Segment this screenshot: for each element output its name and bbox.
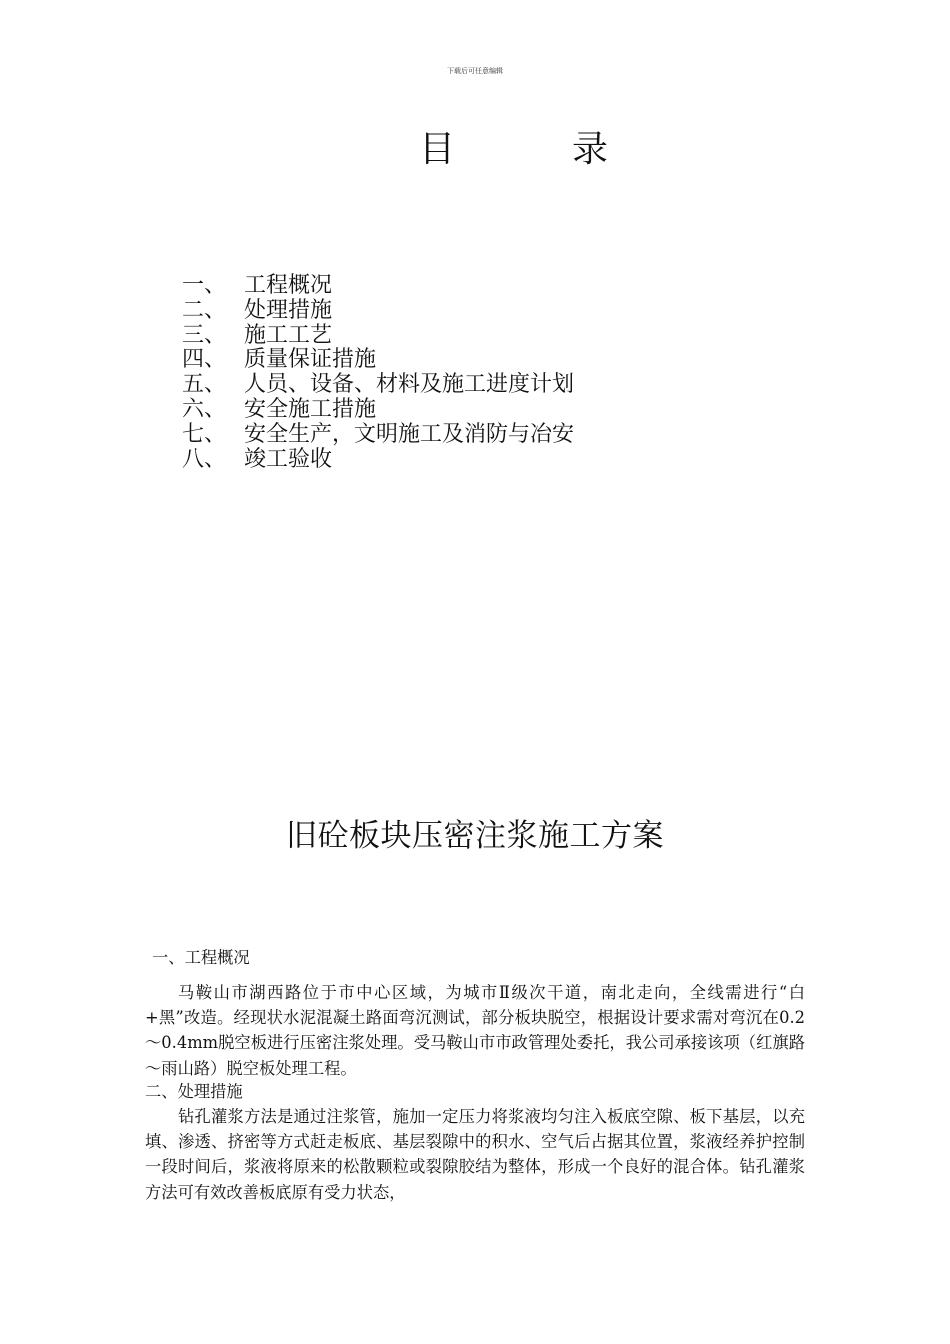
toc-item — [182, 373, 574, 398]
toc-item-number: 七、 — [182, 421, 227, 447]
section-paragraph-measures: 钻孔灌浆方法是通过注浆管，施加一定压力将浆液均匀注入板底空隙、板下基层，以充填、渗透、挤密等方式赶走板底、基层裂隙中的积水、空气后占据其位置，浆液经养护控制一段时间后，浆液将原来的松散颗粒或裂隙胶结为整体，形成一个良好的混合体。钻孔灌浆方法可有效改善板底原有受力状态， — [145, 1107, 805, 1202]
toc-item-label: 质量保证措施 — [244, 347, 377, 373]
toc-item — [182, 398, 574, 423]
section-heading-measures: 二、处理措施 — [145, 1082, 243, 1101]
toc-item-number: 三、 — [182, 322, 227, 348]
toc-item — [182, 448, 574, 473]
toc-title-char-2: 录 — [572, 129, 609, 170]
toc-item-label: 人员、设备、材料及施工进度计划 — [244, 372, 575, 398]
toc-item-number: 一、 — [182, 273, 227, 298]
toc-item-label: 施工工艺 — [244, 322, 333, 348]
toc-item — [182, 348, 574, 373]
toc-item-label: 安全生产，文明施工及消防与冶安 — [244, 421, 575, 447]
toc-item-number: 八、 — [182, 446, 227, 472]
toc-item — [182, 324, 574, 349]
section-paragraph-overview: 马鞍山市湖西路位于市中心区域，为城市Ⅱ级次干道，南北走向，全线需进行“白+黑”改造。经现状水泥混凝土路面弯沉测试，部分板块脱空，根据设计要求需对弯沉在0.2～0.4mm脱空板进行压密注浆处理。受马鞍山市市政管理处委托，我公司承接该项（红旗路～雨山路）脱空板处理工程。 — [145, 983, 805, 1078]
toc-item-number: 六、 — [182, 396, 227, 422]
toc-item-label: 工程概况 — [244, 273, 333, 298]
toc-item-label: 处理措施 — [244, 297, 333, 323]
header-note: 下载后可任意编辑 — [447, 67, 503, 75]
toc-title-char-1: 目 — [419, 129, 456, 170]
section-heading-overview: 一、工程概况 — [152, 948, 250, 967]
toc-item-number: 二、 — [182, 297, 227, 323]
toc-title — [0, 126, 950, 176]
toc-item-number: 五、 — [182, 372, 227, 398]
toc-item-label: 安全施工措施 — [244, 396, 377, 422]
toc-item — [182, 423, 574, 448]
toc-item — [182, 274, 574, 299]
toc-list — [182, 274, 574, 472]
toc-item — [182, 299, 574, 324]
toc-item-number: 四、 — [182, 347, 227, 373]
document-title: 旧砼板块压密注浆施工方案 — [286, 818, 664, 854]
toc-item-label: 竣工验收 — [244, 446, 333, 472]
